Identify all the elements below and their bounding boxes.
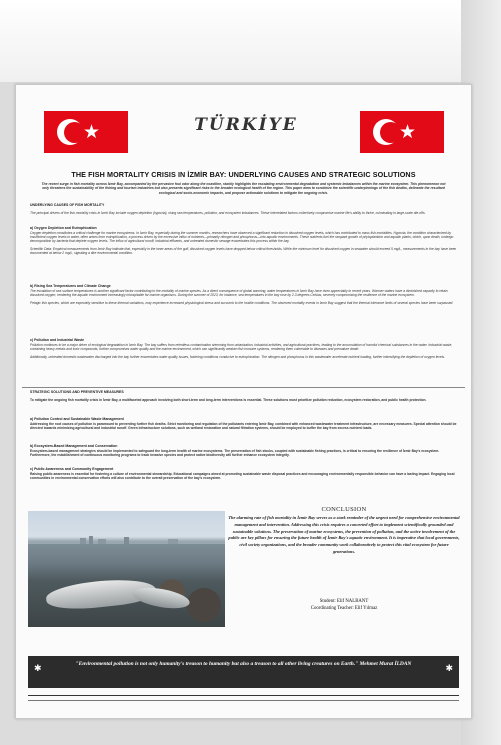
- section-heading: STRATEGIC SOLUTIONS AND PREVENTIVE MEASURES: [30, 390, 124, 394]
- intro-paragraph: The recent surge in fish mortality across İzmir Bay, accompanied by the pervasive foul odor along the coastline, starkly highlights the escalating environmental degradation and systemic imbalances within the marine ecosystem. This phenomenon not only threatens the sustainability of the fishing and tourism industries but also presents significant risks to the broader ecological health of the region. This paper aims to scrutinize the scientific underpinnings of the fish deaths, delineate the resultant ecological and socio-economic impacts, and propose actionable solutions to mitigate the ongoing crisis.: [41, 182, 446, 195]
- section-oxygen: [30, 226, 460, 255]
- conclusion-text: The alarming rate of fish mortality in İzmir Bay serves as a stark reminder of the urgent need for comprehensive environmental management and intervention. Addressing this crisis requires a concerted effort to implement scientifically grounded and sustainable solutions. The preservation of marine ecosystems, the prevention of pollution, and the active involvement of the public are key pillars for ensuring the future health of İzmir Bay's aquatic environment. It is imperative that local governments, civil society organizations, and the broader community work collaboratively to protect this vital ecosystem for future generations.: [228, 515, 460, 554]
- poster: [15, 84, 472, 719]
- asterisk-icon: ✱: [34, 664, 42, 674]
- section-paragraph: Addressing the root causes of pollution is paramount to preventing further fish deaths. Strict monitoring and regulation of the pollutants entering İzmir Bay, combined with enhanced wastewater treatment infrastructure, are necessary measures. Special attention should be directed towards minimizing agricultural and industrial runoff. Green infrastructure solutions, such as wetland restoration and natural filtration systems, should be employed to buffer the bay from excess nutrient loads.: [30, 421, 457, 430]
- star-icon: ★: [83, 121, 101, 143]
- section-ecosystem: [30, 444, 460, 457]
- divider: [22, 387, 465, 388]
- dead-fish-photo: [28, 511, 225, 627]
- star-icon: ★: [399, 121, 417, 143]
- conclusion: [228, 506, 460, 556]
- section-paragraph: Oxygen depletion constitutes a critical challenge for marine ecosystems. In İzmir Bay, especially during the summer months, researchers have observed a significant reduction in dissolved oxygen levels, which has contributed to mass fish mortalities. Hypoxia, the condition characterized by insufficient oxygen levels in water, often arises from eutrophication, a process driven by the excessive influx of nutrients—primarily nitrogen and phosphorus—into aquatic environments. These nutrients fuel the rampant growth of phytoplankton and aquatic plants, which, upon death, undergo decomposition by bacteria that deplete oxygen levels. The influx of agricultural runoff, industrial effluents, and untreated domestic sewage exacerbates this process within the bay.: [30, 230, 454, 243]
- turkish-flag-left: [44, 111, 128, 153]
- section-paragraph: The principal drivers of the fish mortality crisis in İzmir Bay include oxygen depletion (hypoxia), rising sea temperatures, pollution, and ecosystem imbalances. These interrelated factors collectively compromise marine life's ability to thrive, culminating in large-scale die-offs.: [30, 210, 426, 215]
- asterisk-icon: ✱: [445, 664, 453, 674]
- crescent-cut: [380, 122, 401, 143]
- teacher-name: Coordinating Teacher: Elif Yılmaz: [310, 606, 378, 611]
- quote-text: "Environmental pollution is not only humanity's treason to humanity but also a treason to all other living creatures on Earth." Mehmet Murat İLDAN: [75, 661, 412, 667]
- section-pollution: [30, 338, 460, 359]
- section-causes: [30, 203, 460, 215]
- conclusion-title: CONCLUSION: [321, 506, 367, 513]
- crescent-cut: [64, 122, 85, 143]
- section-heading: a) Pollution Control and Sustainable Waste Management: [30, 417, 124, 421]
- turkish-flag-right: [360, 111, 444, 153]
- city-skyline: [28, 536, 225, 544]
- section-paragraph: Scientific Data: Empirical measurements from İzmir Bay indicate that, especially in the inner areas of the gulf, dissolved oxygen levels have dropped below critical thresholds. While the minimum level for dissolved oxygen in seawater should exceed 5 mg/L, measurements in the bay have been documented at below 2 mg/L, signaling a dire environmental condition.: [30, 246, 457, 255]
- section-paragraph: Pollution continues to be a major driver of ecological degradation in İzmir Bay. The bay suffers from relentless contamination stemming from urbanization, industrial activities, and agricultural practices, leading to the accumulation of harmful chemical substances in the water. Industrial waste, containing heavy metals and toxic compounds, further compromises water quality and the marine environment, which can significantly weaken fish immune systems, rendering them vulnerable to diseases and premature death.: [30, 342, 453, 351]
- section-paragraph: The escalation of sea surface temperatures is another significant factor contributing to the mortality of marine species. As a direct consequence of global warming, water temperatures in İzmir Bay have risen appreciably in recent years. Warmer waters have a diminished capacity to retain dissolved oxygen, rendering the aquatic environment increasingly inhospitable for marine organisms. During the summer of 2023, for instance, sea temperatures in the bay rose by 2-3 degrees Celsius, severely compromising the resilience of the marine ecosystem.: [30, 288, 448, 297]
- page-title: THE FISH MORTALITY CRISIS IN İZMİR BAY: UNDERLYING CAUSES AND STRATEGIC SOLUTIONS: [71, 170, 416, 179]
- section-solutions: [30, 390, 460, 402]
- section-heading: c) Public Awareness and Community Engagement: [30, 467, 114, 471]
- background-top: [0, 0, 501, 82]
- section-heading: c) Pollution and Industrial Waste: [30, 338, 85, 342]
- section-awareness: [30, 467, 460, 480]
- section-heading: UNDERLYING CAUSES OF FISH MORTALITY: [30, 203, 105, 207]
- section-pollution-control: [30, 417, 460, 430]
- brand-title: TÜRKİYE: [194, 115, 298, 135]
- bottom-rule: [28, 695, 459, 696]
- quote-banner: [28, 656, 459, 688]
- section-paragraph: Raising public awareness is essential for fostering a culture of environmental stewardship. Educational campaigns aimed at promoting sustainable waste disposal practices and encouraging environmentally responsible behavior can have a lasting impact. Engaging local communities in environmental conservation efforts will also contribute to the overall preservation of the bay's ecosystem.: [30, 471, 455, 480]
- student-name: Student: Elif NALBANT: [319, 599, 369, 604]
- section-paragraph: Ecosystem-based management strategies should be implemented to safeguard the long-term health of marine ecosystems. The preservation of fish stocks, coupled with sustainable fishing practices, is critical to ensuring the resilience of İzmir Bay's ecosystem. Furthermore, the establishment of continuous monitoring programs to track invasive species and protect native biodiversity will further enhance ecosystem integrity.: [30, 448, 440, 457]
- credits: [228, 598, 460, 612]
- section-heading: a) Oxygen Depletion and Eutrophication: [30, 226, 97, 230]
- section-heading: b) Rising Sea Temperatures and Climate Change: [30, 284, 111, 288]
- section-paragraph: To mitigate the ongoing fish mortality crisis in İzmir Bay, a multifaceted approach involving both short-term and long-term interventions is essential. These solutions must prioritize pollution reduction, ecosystem restoration, and public health protection.: [30, 397, 427, 402]
- section-paragraph: Pelagic fish species, which are especially sensitive to these thermal variations, may experience increased physiological stress and succumb to the hostile conditions. The observed mortality events in İzmir Bay suggest that the thermal tolerance limits of several species have been surpassed.: [30, 300, 454, 305]
- section-paragraph: Additionally, untreated domestic wastewater discharged into the bay further exacerbates water quality issues, fostering conditions conducive to eutrophication. The nitrogen and phosphorus in this wastewater accelerate nutrient loading, further intensifying the depletion of oxygen levels.: [30, 354, 446, 359]
- section-temperature: [30, 284, 460, 305]
- bottom-rule: [28, 700, 459, 701]
- section-heading: b) Ecosystem-Based Management and Conservation: [30, 444, 118, 448]
